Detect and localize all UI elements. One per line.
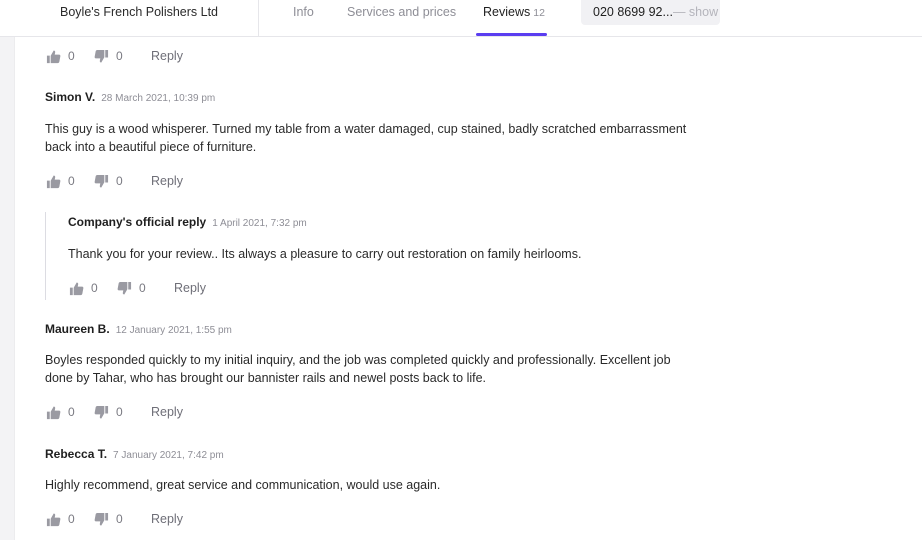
like-count: 0 bbox=[68, 405, 75, 419]
thumbs-up-icon[interactable] bbox=[69, 281, 84, 296]
thumbs-down-icon[interactable] bbox=[94, 405, 109, 420]
reply-button[interactable]: Reply bbox=[174, 281, 206, 295]
review-text: Boyles responded quickly to my initial inquiry, and the job was completed quickly and professionally. Excellent job done by Tahar, who has brought our bannister rails and newel posts back to life. bbox=[45, 353, 671, 385]
company-reply-date: 1 April 2021, 7:32 pm bbox=[212, 218, 307, 229]
thumbs-up-icon[interactable] bbox=[46, 512, 61, 527]
review-text: This guy is a wood whisperer. Turned my table from a water damaged, cup stained, badly scratched embarrassment back into a beautiful piece of furniture. bbox=[45, 122, 687, 154]
company-reply-actions bbox=[69, 278, 206, 298]
tab-services-and-prices[interactable]: Services and prices bbox=[347, 5, 457, 19]
active-tab-indicator bbox=[476, 33, 547, 36]
like-count: 0 bbox=[68, 49, 75, 63]
like-count: 0 bbox=[68, 174, 75, 188]
company-name: Boyle's French Polishers Ltd bbox=[15, 0, 259, 36]
like-count: 0 bbox=[91, 281, 98, 295]
review-date: 12 January 2021, 1:55 pm bbox=[115, 325, 232, 336]
phone-number-button[interactable] bbox=[581, 0, 720, 25]
tab-reviews[interactable] bbox=[483, 5, 545, 19]
page-left-margin bbox=[0, 0, 15, 540]
dislike-count: 0 bbox=[116, 174, 123, 188]
thumbs-down-icon[interactable] bbox=[94, 174, 109, 189]
review-actions bbox=[46, 402, 183, 422]
review-author bbox=[45, 322, 232, 336]
company-reply-title: Company's official reply bbox=[68, 215, 207, 229]
reply-button[interactable]: Reply bbox=[151, 512, 183, 526]
company-reply-divider bbox=[45, 212, 46, 300]
dislike-count: 0 bbox=[139, 281, 146, 295]
thumbs-up-icon[interactable] bbox=[46, 405, 61, 420]
reply-button[interactable]: Reply bbox=[151, 49, 183, 63]
review-actions bbox=[46, 509, 183, 529]
dislike-count: 0 bbox=[116, 49, 123, 63]
dislike-count: 0 bbox=[116, 512, 123, 526]
tab-reviews-count: 12 bbox=[533, 7, 545, 19]
dislike-count: 0 bbox=[116, 405, 123, 419]
company-reply-text: Thank you for your review.. Its always a pleasure to carry out restoration on family heirlooms. bbox=[68, 247, 582, 261]
review-actions bbox=[46, 46, 183, 66]
thumbs-down-icon[interactable] bbox=[94, 49, 109, 64]
thumbs-up-icon[interactable] bbox=[46, 49, 61, 64]
review-date: 28 March 2021, 10:39 pm bbox=[101, 93, 216, 104]
review-author-name: Rebecca T. bbox=[45, 447, 108, 461]
reply-button[interactable]: Reply bbox=[151, 174, 183, 188]
phone-show-link: — show bbox=[672, 5, 719, 19]
tab-info[interactable]: Info bbox=[293, 5, 314, 19]
phone-number: 020 8699 92... bbox=[593, 5, 673, 19]
review-text: Highly recommend, great service and communication, would use again. bbox=[45, 478, 441, 492]
review-author-name: Simon V. bbox=[45, 90, 96, 104]
top-navigation-bar bbox=[0, 0, 922, 37]
thumbs-down-icon[interactable] bbox=[117, 281, 132, 296]
thumbs-down-icon[interactable] bbox=[94, 512, 109, 527]
review-author-name: Maureen B. bbox=[45, 322, 110, 336]
review-author bbox=[45, 447, 224, 461]
review-actions bbox=[46, 171, 183, 191]
thumbs-up-icon[interactable] bbox=[46, 174, 61, 189]
review-author bbox=[45, 90, 215, 104]
reply-button[interactable]: Reply bbox=[151, 405, 183, 419]
company-reply-author bbox=[68, 215, 307, 229]
review-date: 7 January 2021, 7:42 pm bbox=[113, 450, 224, 461]
tab-reviews-label: Reviews bbox=[483, 5, 531, 19]
like-count: 0 bbox=[68, 512, 75, 526]
